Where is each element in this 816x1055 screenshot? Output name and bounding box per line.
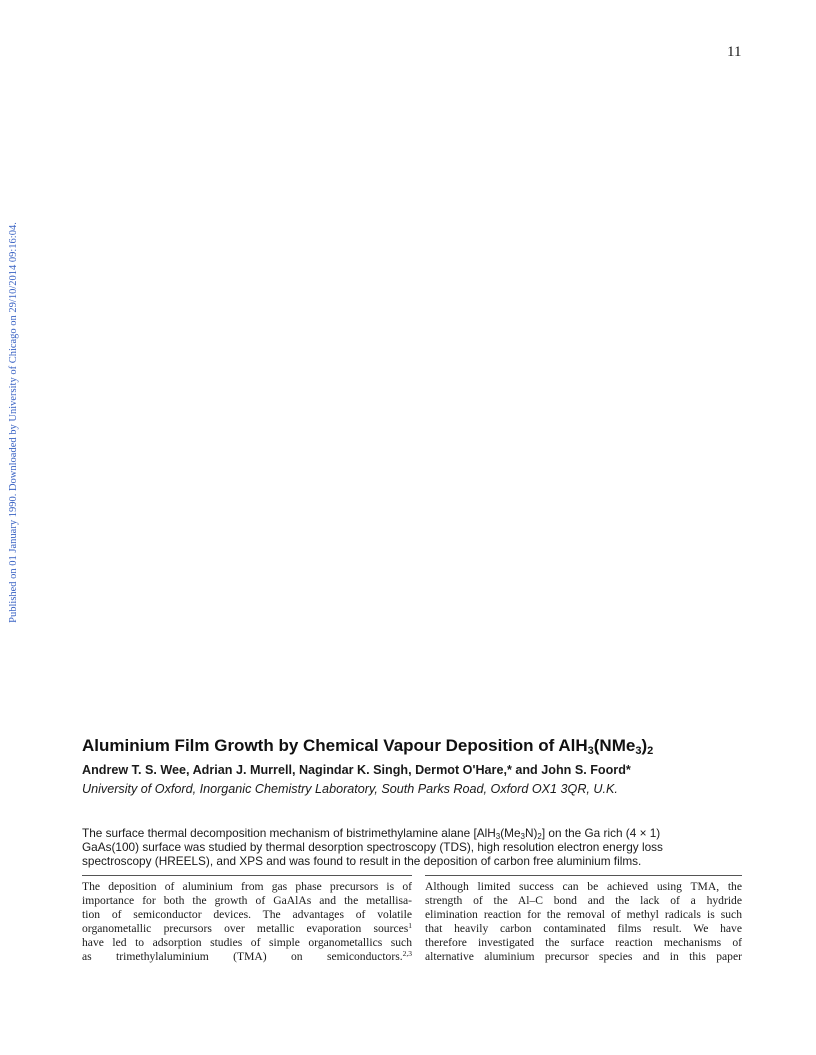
body-column-right bbox=[425, 880, 742, 964]
citation-marker: 2,3 bbox=[402, 949, 412, 958]
abstract-line: The surface thermal decomposition mechanism of bistrimethylamine alane $[AlH_3(Me_3N)_2]$ on the Ga rich (4 × 1) bbox=[82, 826, 661, 841]
download-watermark bbox=[3, 208, 23, 636]
body-line: as trimethylaluminium (TMA) on semiconductors.$^{2,3}$ bbox=[82, 949, 412, 963]
author-list: Andrew T. S. Wee, Adrian J. Murrell, Nagindar K. Singh, Dermot O'Hare,* and John S. Foord* bbox=[82, 763, 631, 777]
column-divider-left bbox=[82, 875, 412, 876]
page-number: 11 bbox=[727, 44, 742, 60]
body-line: have led to adsorption studies of simple organometallics such bbox=[82, 936, 412, 949]
abstract-line: GaAs(100) surface was studied by thermal desorption spectroscopy (TDS), high resolution electron energy loss bbox=[82, 840, 663, 854]
body-line: strength of the Al–C bond and the lack of a hydride bbox=[425, 894, 742, 907]
title-subscript: 2 bbox=[647, 745, 654, 757]
citation-marker: 1 bbox=[408, 921, 412, 930]
title-text: Aluminium Film Growth by Chemical Vapour Deposition of AlH bbox=[82, 736, 588, 755]
article-title bbox=[82, 736, 653, 756]
title-subscript: 3 bbox=[587, 745, 594, 757]
watermark-text: Published on 01 January 1990. Downloaded by University of Chicago on 29/10/2014 09:16:04. bbox=[7, 221, 19, 623]
title-subscript: 3 bbox=[635, 745, 642, 757]
body-line: Although limited success can be achieved using TMA, the bbox=[425, 880, 742, 893]
body-line: organometallic precursors over metallic evaporation sources$^1$ bbox=[82, 921, 412, 935]
column-divider-right bbox=[425, 875, 742, 876]
body-column-left bbox=[82, 880, 412, 964]
body-line: elimination reaction for the removal of methyl radicals is such bbox=[425, 908, 742, 921]
body-line: alternative aluminium precursor species and in this paper bbox=[425, 950, 742, 963]
abstract-line: spectroscopy (HREELS), and XPS and was found to result in the deposition of carbon free aluminium films. bbox=[82, 854, 642, 868]
affiliation: University of Oxford, Inorganic Chemistry Laboratory, South Parks Road, Oxford OX1 3QR, U.K. bbox=[82, 782, 618, 796]
title-text: ) bbox=[641, 736, 648, 755]
body-line: tion of semiconductor devices. The advantages of volatile bbox=[82, 908, 412, 921]
abstract bbox=[82, 826, 742, 868]
body-line: therefore investigated the surface reaction mechanisms of bbox=[425, 936, 742, 949]
body-line: importance for both the growth of GaAlAs and the metallisa- bbox=[82, 894, 412, 907]
body-line: The deposition of aluminium from gas phase precursors is of bbox=[82, 880, 412, 893]
title-text: (NMe bbox=[593, 736, 636, 755]
body-line: that heavily carbon contaminated films result. We have bbox=[425, 922, 742, 935]
